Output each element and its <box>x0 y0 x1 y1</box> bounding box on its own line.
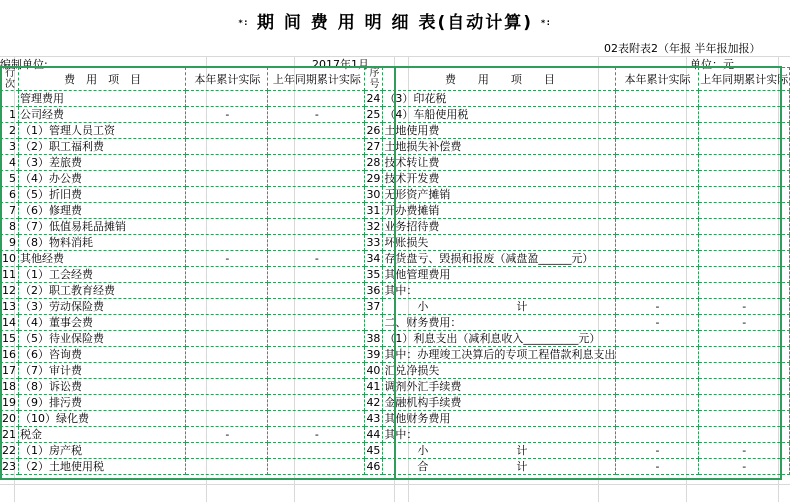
right-item-name[interactable]: 业务招待费 <box>383 219 616 235</box>
left-row-number[interactable]: 9 <box>1 235 19 251</box>
right-row-number[interactable]: 32 <box>365 219 383 235</box>
left-row-number[interactable]: 13 <box>1 299 19 315</box>
left-row-number[interactable]: 11 <box>1 267 19 283</box>
title-mark-right: *∶ <box>540 18 552 28</box>
right-item-name[interactable]: 其他管理费用 <box>383 267 616 283</box>
left-current-value[interactable]: - <box>186 427 268 443</box>
left-item-name[interactable]: （6）咨询费 <box>19 347 186 363</box>
right-prev-value[interactable]: - <box>698 443 789 459</box>
right-prev-value[interactable]: - <box>698 299 789 315</box>
title-text: 期 间 费 用 明 细 表(自动计算) <box>256 13 534 33</box>
right-row-number[interactable]: 25 <box>365 107 383 123</box>
header-current-right: 本年累计实际 <box>616 68 698 91</box>
left-row-number[interactable]: 21 <box>1 427 19 443</box>
left-current-value[interactable]: - <box>186 107 268 123</box>
left-item-name[interactable]: （2）土地使用税 <box>19 459 186 475</box>
right-row-number[interactable]: 28 <box>365 155 383 171</box>
right-current-value[interactable]: - <box>616 443 698 459</box>
right-item-name[interactable]: 合 计 <box>383 459 616 475</box>
left-prev-value[interactable]: - <box>268 427 365 443</box>
right-item-name[interactable]: 存货盘亏、毁损和报废（减盘盈______元） <box>383 251 616 267</box>
left-item-name[interactable]: 其他经费 <box>19 251 186 267</box>
left-row-number[interactable]: 18 <box>1 379 19 395</box>
right-item-name[interactable]: （3）印花税 <box>383 91 616 107</box>
right-row-number[interactable]: 43 <box>365 411 383 427</box>
currency-unit: 单位：元 <box>690 58 734 71</box>
right-row-number[interactable]: 33 <box>365 235 383 251</box>
left-prev-value[interactable]: - <box>268 107 365 123</box>
left-row-number[interactable]: 16 <box>1 347 19 363</box>
right-row-number[interactable]: 37 <box>365 299 383 315</box>
header-seq-right: 序号 <box>365 68 383 91</box>
right-item-name[interactable]: 二、财务费用： <box>383 315 616 331</box>
header-item-left: 费 用 项 目 <box>19 68 186 91</box>
header-prev-left: 上年同期累计实际 <box>268 68 365 91</box>
left-item-name[interactable]: （5）待业保险费 <box>19 331 186 347</box>
left-row-number[interactable]: 15 <box>1 331 19 347</box>
right-row-number[interactable]: 41 <box>365 379 383 395</box>
right-row-number[interactable]: 38 <box>365 331 383 347</box>
left-row-number[interactable]: 6 <box>1 187 19 203</box>
report-reference: 02表附表2（年报 半年报加报） <box>604 42 761 55</box>
right-current-value[interactable]: - <box>616 459 698 475</box>
right-item-name[interactable]: 调剂外汇手续费 <box>383 379 616 395</box>
left-item-name[interactable]: （9）排污费 <box>19 395 186 411</box>
left-item-name[interactable]: （6）修理费 <box>19 203 186 219</box>
left-row-number[interactable]: 8 <box>1 219 19 235</box>
left-row-number[interactable]: 17 <box>1 363 19 379</box>
left-row-number[interactable]: 2 <box>1 123 19 139</box>
left-item-name[interactable]: （10）绿化费 <box>19 411 186 427</box>
right-item-name[interactable]: 其他财务费用 <box>383 411 616 427</box>
right-item-name[interactable]: （4）车船使用税 <box>383 107 616 123</box>
right-row-number[interactable]: 42 <box>365 395 383 411</box>
left-item-name[interactable]: （1）工会经费 <box>19 267 186 283</box>
left-current-value[interactable]: - <box>186 251 268 267</box>
right-item-name[interactable]: 技术转让费 <box>383 155 616 171</box>
left-item-name[interactable]: （4）办公费 <box>19 171 186 187</box>
right-item-name[interactable]: 其中：办理竣工决算后的专项工程借款利息支出 <box>384 348 616 361</box>
left-row-number[interactable]: 3 <box>1 139 19 155</box>
left-row-number[interactable]: 20 <box>1 411 19 427</box>
gridline <box>0 56 790 57</box>
right-row-number[interactable]: 31 <box>365 203 383 219</box>
right-row-number[interactable]: 46 <box>365 459 383 475</box>
left-row-number[interactable]: 4 <box>1 155 19 171</box>
left-item-name[interactable]: 税金 <box>19 427 186 443</box>
right-item-name[interactable]: 开办费摊销 <box>383 203 616 219</box>
right-section-frame <box>394 66 782 480</box>
right-row-number[interactable]: 24 <box>365 91 383 107</box>
right-item-name[interactable]: 技术开发费 <box>383 171 616 187</box>
left-row-number[interactable]: 22 <box>1 443 19 459</box>
right-item-name[interactable]: 无形资产摊销 <box>383 187 616 203</box>
left-row-number[interactable]: 23 <box>1 459 19 475</box>
left-item-name[interactable]: 管理费用 <box>19 91 186 107</box>
right-item-name[interactable]: 坏账损失 <box>383 235 616 251</box>
left-row-number[interactable]: 12 <box>1 283 19 299</box>
right-current-value[interactable]: - <box>616 299 698 315</box>
right-row-number[interactable]: 29 <box>365 171 383 187</box>
right-item-name[interactable]: 汇兑净损失 <box>383 363 616 379</box>
right-item-name[interactable]: 其中： <box>383 283 616 299</box>
right-row-number[interactable]: 35 <box>365 267 383 283</box>
header-item-right: 费 用 项 目 <box>383 68 616 91</box>
left-item-name[interactable]: （1）管理人员工资 <box>19 123 186 139</box>
left-item-name[interactable]: （7）审计费 <box>19 363 186 379</box>
header-prev-right: 上年同期累计实际 <box>698 68 789 91</box>
right-row-number[interactable]: 30 <box>365 187 383 203</box>
right-row-number[interactable]: 40 <box>365 363 383 379</box>
left-item-name[interactable]: （3）差旅费 <box>19 155 186 171</box>
report-date: 2017年1月 <box>312 58 369 71</box>
left-item-name[interactable]: （1）房产税 <box>19 443 186 459</box>
right-row-number[interactable]: 45 <box>365 443 383 459</box>
left-section-frame <box>0 66 396 480</box>
left-item-name[interactable]: （8）物料消耗 <box>19 235 186 251</box>
title-mark-left: *∶ <box>238 18 250 28</box>
left-row-number[interactable]: 19 <box>1 395 19 411</box>
left-row-number[interactable]: 5 <box>1 171 19 187</box>
gridline <box>0 484 790 485</box>
right-prev-value[interactable]: - <box>698 315 789 331</box>
left-item-name[interactable]: （8）诉讼费 <box>19 379 186 395</box>
right-item-name[interactable]: （1）利息支出（减利息收入__________元） <box>383 331 616 347</box>
header-seq-left: 行次 <box>1 68 19 91</box>
left-item-name[interactable]: 公司经费 <box>19 107 186 123</box>
report-title <box>0 8 790 33</box>
right-row-number[interactable]: 27 <box>365 139 383 155</box>
right-item-name[interactable]: 小 计 <box>383 443 616 459</box>
right-row-number[interactable]: 36 <box>365 283 383 299</box>
left-item-name[interactable]: （7）低值易耗品摊销 <box>19 219 186 235</box>
left-item-name[interactable]: （5）折旧费 <box>19 187 186 203</box>
left-item-name[interactable]: （3）劳动保险费 <box>19 299 186 315</box>
right-prev-value[interactable]: - <box>698 459 789 475</box>
right-item-name[interactable]: 土地损失补偿费 <box>383 139 616 155</box>
right-item-name[interactable]: 小 计 <box>383 299 616 315</box>
left-item-name[interactable]: （4）董事会费 <box>19 315 186 331</box>
right-item-name[interactable]: 金融机构手续费 <box>383 395 616 411</box>
left-row-number[interactable]: 7 <box>1 203 19 219</box>
right-row-number[interactable]: 39 <box>365 347 383 363</box>
left-item-name[interactable]: （2）职工福利费 <box>19 139 186 155</box>
unit-label: 编制单位: <box>0 58 48 71</box>
left-prev-value[interactable]: - <box>268 251 365 267</box>
left-item-name[interactable]: （2）职工教育经费 <box>19 283 186 299</box>
right-row-number[interactable]: 44 <box>365 427 383 443</box>
right-row-number[interactable]: 26 <box>365 123 383 139</box>
left-row-number[interactable]: 10 <box>1 251 19 267</box>
header-current-left: 本年累计实际 <box>186 68 268 91</box>
left-row-number[interactable]: 14 <box>1 315 19 331</box>
right-current-value[interactable]: - <box>616 315 698 331</box>
right-item-name[interactable]: 其中： <box>383 427 616 443</box>
right-row-number[interactable]: 34 <box>365 251 383 267</box>
right-item-name[interactable]: 土地使用费 <box>383 123 616 139</box>
left-row-number[interactable]: 1 <box>1 107 19 123</box>
